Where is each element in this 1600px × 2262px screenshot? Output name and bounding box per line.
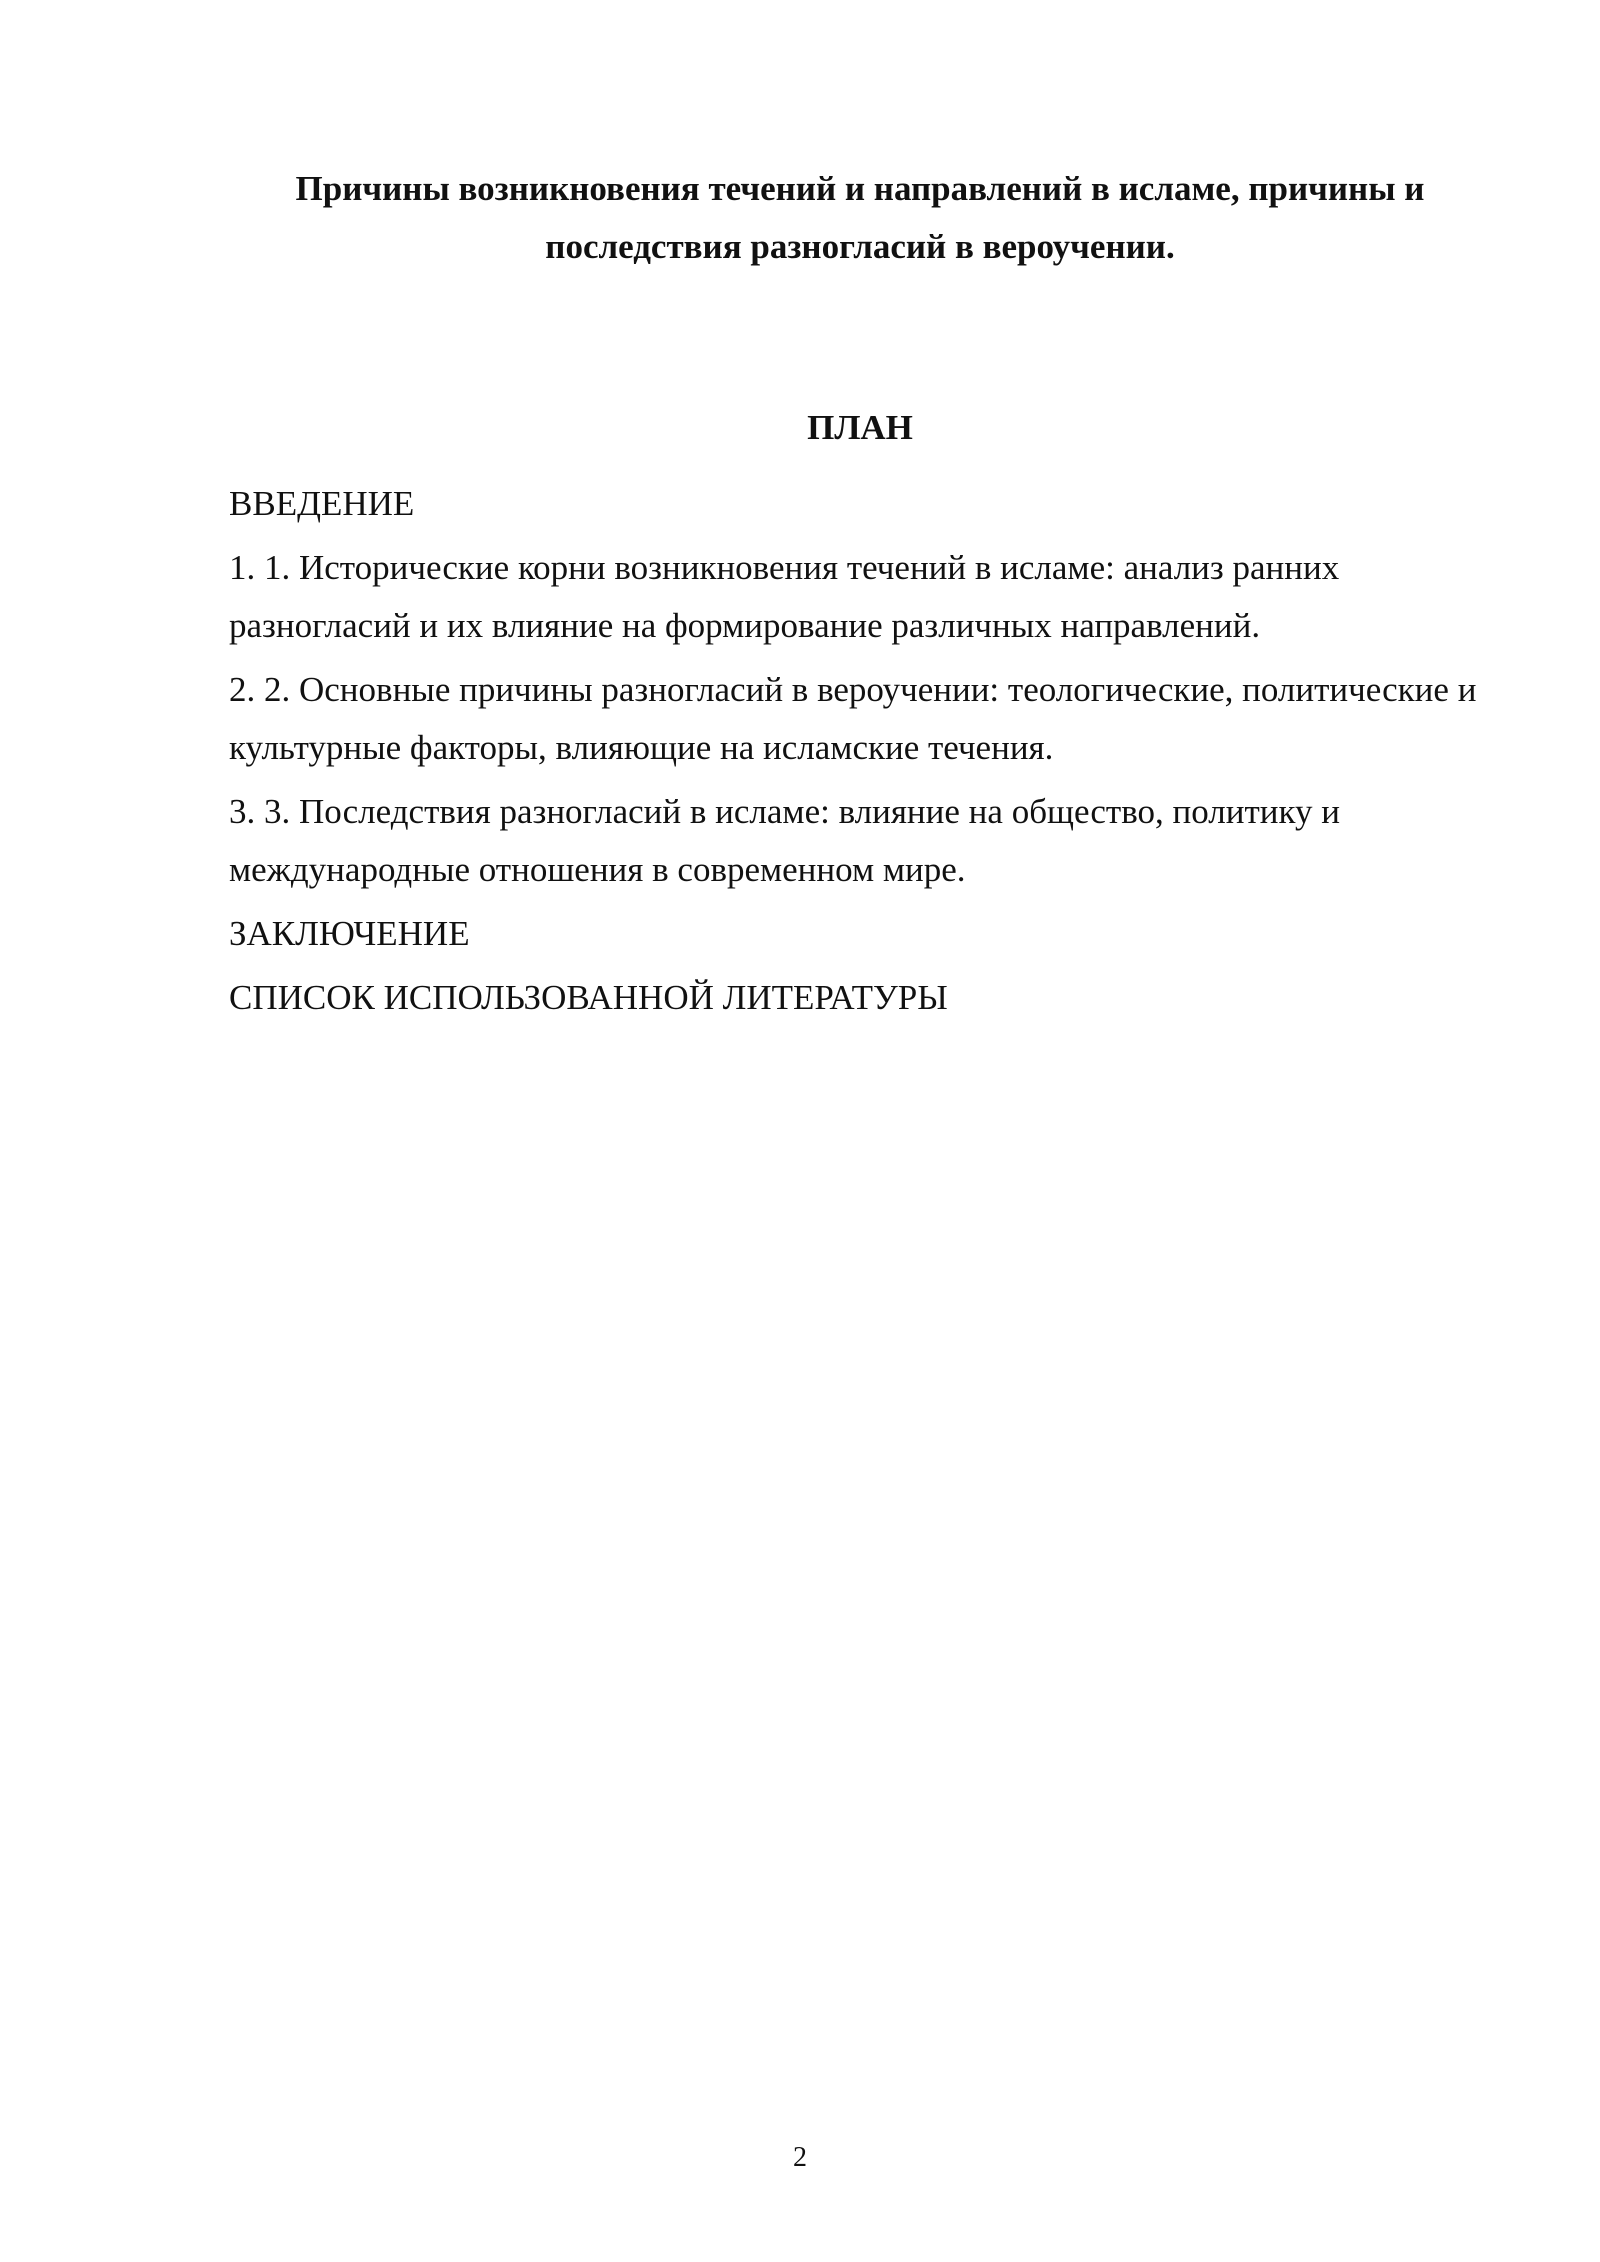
document-title: Причины возникновения течений и направлений в исламе, причины и последствия разногласий в вероучении.	[295, 169, 1425, 266]
plan-item-3: 3. 3. Последствия разногласий в исламе: влияние на общество, политику и международные отношения в современном мире.	[229, 792, 1340, 889]
page-number: 2	[793, 2142, 807, 2173]
plan-list	[229, 475, 1529, 1033]
plan-item-1: 1. 1. Исторические корни возникновения течений в исламе: анализ ранних разногласий и их влияние на формирование различных направлений.	[229, 548, 1340, 645]
plan-item-conclusion: ЗАКЛЮЧЕНИЕ	[229, 914, 470, 953]
plan-heading: ПЛАН	[807, 408, 913, 447]
plan-item-bibliography: СПИСОК ИСПОЛЬЗОВАННОЙ ЛИТЕРАТУРЫ	[229, 978, 948, 1017]
plan-item-introduction: ВВЕДЕНИЕ	[229, 484, 415, 523]
plan-item-2: 2. 2. Основные причины разногласий в вероучении: теологические, политические и культурные факторы, влияющие на исламские течения.	[229, 670, 1477, 767]
